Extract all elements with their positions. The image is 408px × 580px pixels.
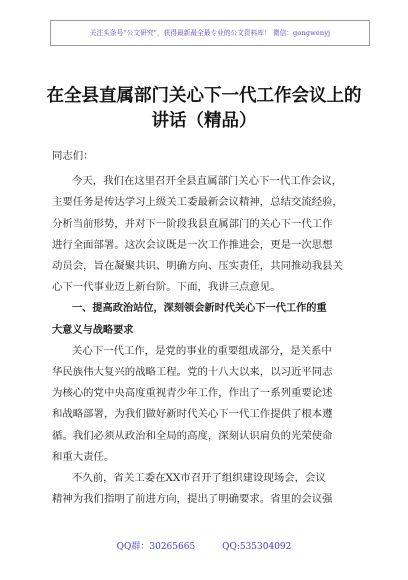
paragraph-line: 动员会，旨在凝聚共识、明确方向、压实责任，共同推动我县关 — [52, 260, 343, 273]
footer-qq: QQ:535304092 — [222, 542, 292, 552]
paragraph-line: 不久前，省关工委在XX市召开了组织建设现场会，会议 — [72, 472, 326, 485]
paragraph-line: 心下一代事业迈上新台阶。下面，我讲三点意见。 — [52, 281, 281, 294]
section-heading: 一、提高政治站位，深刻领会新时代关心下一代工作的重 — [72, 303, 327, 315]
paragraph-line: 和战略部署，为我们做好新时代关心下一代工作提供了根本遵 — [52, 408, 333, 421]
paragraph-line: 循。我们必须从政治和全局的高度，深刻认识肩负的光荣使命 — [52, 429, 333, 442]
title-line: 讲话（精品） — [151, 111, 257, 131]
paragraph-line: 分析当前形势，并对下一阶段我县直属部门的关心下一代工作 — [52, 217, 333, 230]
header-banner: 关注头条号“公文研究”，获得最新最全最专业的公文资料库！ 微信：gongwenyj — [50, 20, 370, 46]
paragraph-line: 关心下一代工作，是党的事业的重要组成部分，是关系中 — [72, 344, 332, 357]
paragraph-line: 为核心的党中央高度重视青少年工作，作出了一系列重要论述 — [52, 387, 333, 400]
section-heading: 大意义与战略要求 — [52, 324, 134, 336]
document-title — [30, 84, 378, 134]
title-line: 在全县直属部门关心下一代工作会议上的 — [46, 86, 362, 106]
paragraph-line: 精神为我们指明了前进方向，提出了明确要求。省里的会议强 — [52, 493, 333, 506]
paragraph-line: 主要任务是传达学习上级关工委最新会议精神，总结交流经验， — [52, 196, 343, 209]
paragraph-line: 今天，我们在这里召开全县直属部门关心下一代工作会议， — [72, 175, 343, 188]
paragraph-line: 华民族伟大复兴的战略工程。党的十八大以来，以习近平同志 — [52, 366, 333, 379]
paragraph-line: 和重大责任。 — [52, 450, 115, 463]
document-body — [52, 146, 362, 510]
footer-contact — [0, 539, 408, 552]
footer-qq-group: QQ群：30265665 — [116, 542, 196, 552]
salutation: 同志们： — [52, 150, 94, 162]
paragraph-line: 进行全面部署。这次会议既是一次工作推进会，更是一次思想 — [52, 238, 333, 251]
